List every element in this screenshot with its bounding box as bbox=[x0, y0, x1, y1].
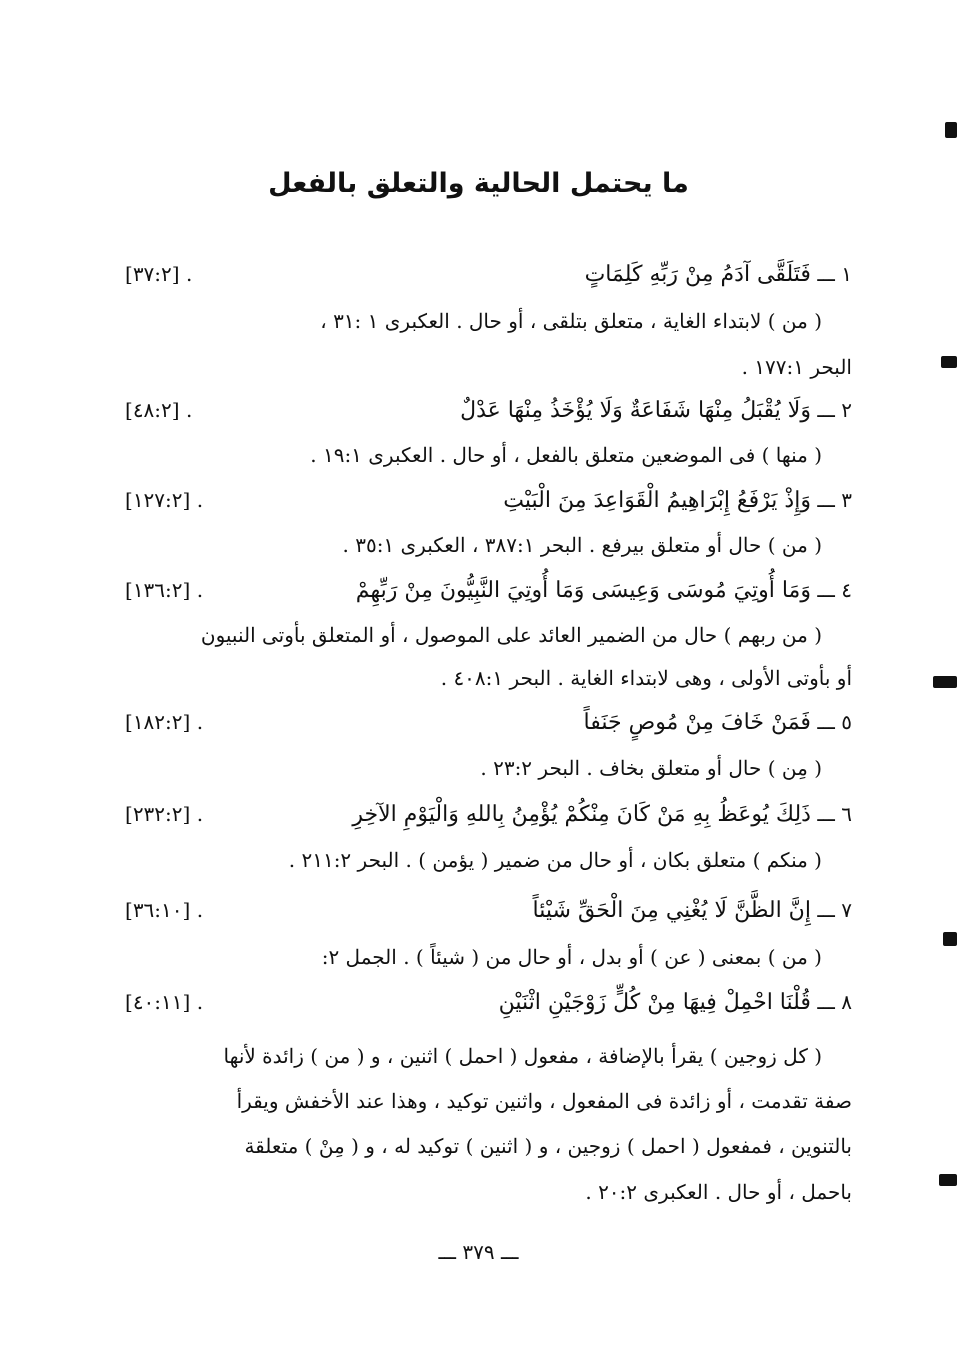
entry-4-comment-line-1: ( من ربهم ) حال من الضمير العائد على الموصول ، أو المتعلق بأوتى النبيون bbox=[200, 623, 822, 647]
entry-number: ٨ ـــ bbox=[817, 990, 852, 1014]
quran-verse: فَتَلَقَّى آدَمُ مِنْ رَبِّهِ كَلِمَاتٍ bbox=[584, 262, 811, 287]
entry-8-comment-line-2: صفة تقدمت ، أو زائدة فى المفعول ، واثنين توكيد ، وهذا عند الأخفش ويقرأ bbox=[236, 1089, 852, 1113]
quran-verse: قُلْنَا احْمِلْ فِيهَا مِنْ كُلٍّ زَوْجَيْنِ اثْنَيْنِ bbox=[498, 990, 811, 1015]
entry-1-comment-line-1: ( من ) لابتداء الغاية ، متعلق بتلقى ، أو حال . العكبرى ١ :٣١ ، bbox=[320, 309, 822, 333]
entry-6-comment-line-1: ( منكم ) متعلق بكان ، أو حال من ضمير ( يؤمن ) . البحر ٢١١:٢ . bbox=[288, 848, 822, 872]
quran-verse: وَمَا أُوتِيَ مُوسَى وَعِيسَى وَمَا أُوتِيَ النَّبِيُّونَ مِنْ رَبِّهِمْ bbox=[355, 578, 811, 603]
entry-2-verse-line bbox=[125, 393, 852, 427]
entry-number: ٧ ـــ bbox=[817, 898, 852, 922]
entry-5-verse-line bbox=[125, 705, 852, 739]
entry-4-verse-line bbox=[125, 573, 852, 607]
entry-3-comment-line-1: ( من ) حال أو متعلق بيرفع . البحر ٣٨٧:١ ، العكبرى ٣٥:١ . bbox=[342, 533, 822, 557]
entry-2-comment-line-1: ( منها ) فى الموضعين متعلق بالفعل ، أو حال . العكبرى ١٩:١ . bbox=[310, 443, 822, 467]
entry-1-comment-line-2: البحر ١٧٧:١ . bbox=[741, 355, 852, 379]
verse-reference: [١٢٧:٢] . bbox=[125, 488, 204, 512]
quran-verse: ذَلِكَ يُوعَظُ بِهِ مَنْ كَانَ مِنْكُمْ يُؤْمِنُ بِاللهِ وَالْيَوْمِ الآخِرِ bbox=[352, 802, 811, 827]
verse-reference: [٢٣٢:٢] . bbox=[125, 802, 204, 826]
quran-verse: وَإِذْ يَرْفَعُ إِبْرَاهِيمُ الْقَوَاعِدَ مِنَ الْبَيْتِ bbox=[503, 488, 811, 513]
entry-4-comment-line-2: أو بأوتى الأولى ، وهى لابتداء الغاية . البحر ٤٠٨:١ . bbox=[440, 666, 852, 690]
quran-verse: فَمَنْ خَافَ مِنْ مُوصٍ جَنَفاً bbox=[583, 710, 811, 735]
entry-5-comment-line-1: ( مِن ) حال أو متعلق بخاف . البحر ٢٣:٢ . bbox=[480, 756, 822, 780]
quran-verse: إِنَّ الظَّنَّ لَا يُغْنِي مِنَ الْحَقِّ شَيْئاً bbox=[532, 898, 811, 923]
verse-reference: [٣٦:١٠] . bbox=[125, 898, 204, 922]
verse-reference: [٣٧:٢] . bbox=[125, 262, 193, 286]
scan-mark bbox=[933, 676, 957, 688]
scan-mark bbox=[943, 932, 957, 946]
entry-7-comment-line-1: ( من ) بمعنى ( عن ) أو بدل ، أو حال من ( شيئاً ) . الجمل ٢: bbox=[321, 945, 822, 969]
entry-number: ٦ ـــ bbox=[817, 802, 852, 826]
entry-number: ٣ ـــ bbox=[817, 488, 852, 512]
entry-8-comment-line-4: باحمل ، أو حال . العكبرى ٢٠:٢ . bbox=[585, 1180, 852, 1204]
verse-reference: [٤٨:٢] . bbox=[125, 398, 193, 422]
entry-6-verse-line bbox=[125, 797, 852, 831]
verse-reference: [١٨٢:٢] . bbox=[125, 710, 204, 734]
entry-1-verse-line bbox=[125, 257, 852, 291]
entry-number: ١ ـــ bbox=[817, 262, 852, 286]
entry-number: ٤ ـــ bbox=[817, 578, 852, 602]
quran-verse: وَلَا يُقْبَلُ مِنْهَا شَفَاعَةٌ وَلَا يُؤْخَذُ مِنْهَا عَدْلٌ bbox=[460, 398, 811, 423]
entry-8-verse-line bbox=[125, 985, 852, 1019]
entry-7-verse-line bbox=[125, 893, 852, 927]
entry-8-comment-line-3: بالتنوين ، فمفعول ( احمل ) زوجين ، و ( اثنين ) توكيد له ، و ( مِنْ ) متعلقة bbox=[244, 1134, 852, 1158]
entry-3-verse-line bbox=[125, 483, 852, 517]
page-title: ما يحتمل الحالية والتعلق بالفعل bbox=[268, 168, 689, 199]
page-number: ـــ ٣٧٩ ـــ bbox=[438, 1240, 519, 1264]
entry-number: ٢ ـــ bbox=[817, 398, 852, 422]
scan-mark bbox=[941, 356, 957, 368]
entry-number: ٥ ـــ bbox=[817, 710, 852, 734]
scan-mark bbox=[945, 122, 957, 138]
verse-reference: [٤٠:١١] . bbox=[125, 990, 204, 1014]
verse-reference: [١٣٦:٢] . bbox=[125, 578, 204, 602]
scan-mark bbox=[939, 1174, 957, 1186]
entry-8-comment-line-1: ( كل زوجين ) يقرأ بالإضافة ، مفعول ( احمل ) اثنين ، و ( من ) زائدة لأنها bbox=[223, 1044, 822, 1068]
